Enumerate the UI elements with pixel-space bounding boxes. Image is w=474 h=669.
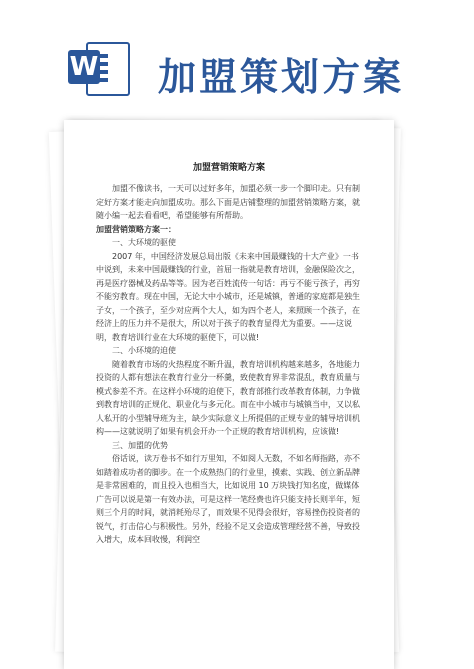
document-title: 加盟营销策略方案 <box>192 163 265 173</box>
paragraph: 随着教育市场的火热程度不断升温，教育培训机构越来越多，各地能力投资的人都有想法在教育行业分一杯羹，致使教育界非常混乱，教育质量与模式参差不齐。在这样小环境的迫使下，教育部推行改革教育体制，力争做到教育培训的正规化、职业化与多元化。而在中小城市与城镇当中，又以私人私开的小型辅导班为主，缺少实际意义上所提倡的正规专业的辅导培训机构——这就说明了如果有机会开办一个正规的教育培训机构，应该做! <box>96 359 360 436</box>
paragraph: 加盟不像读书，一天可以过好多年，加盟必须一步一个脚印走。只有制定好方案才能走向加盟成功。那么下面是店铺整理的加盟营销策略方案，就随小编一起去看看吧，希望能够有所帮助。 <box>96 184 360 220</box>
banner-title: 加盟策划方案 <box>158 54 405 99</box>
document-banner <box>0 0 474 112</box>
document-page <box>64 120 394 669</box>
paragraph: 一、大环境的驱使 <box>112 238 176 247</box>
paragraph: 三、加盟的优势 <box>112 440 168 450</box>
document-body <box>96 182 362 547</box>
paragraph: 二、小环境的迫使 <box>112 346 176 355</box>
paragraph: 2007 年，中国经济发展总局出版《未来中国最赚钱的十大产业》一书中说到，未来中国最赚钱的行业，首屈一指就是教育培训，金融保险次之，再是医疗器械及药品等等。因为老百姓流传一句话：再亏不能亏孩子，再穷不能穷教育。现在中国，无论大中小城市，还是城镇，普通的家庭都是独生子女，一个孩子，至少对应两个大人，如为四个老人，来照顾一个孩子，在经济上的压力并不是很大，所以对于孩子的教育显得尤为重要。——这说明，教育培训行业在大环境的驱使下，可以做! <box>96 251 360 342</box>
paragraph: 俗话说，读万卷书不如行万里知，不如阅人无数，不如名师指路，亦不如踏着成功者的脚步。在一个成熟热门的行业里，摸索、实践、创立新品牌是非常困难的，而且投入也相当大，比如说用 10 万块钱打知名度，做媒体广告可以说是第一有效办法，可是这样一笔经费也许只能支持长则半年，短则三个月的时间，就消耗殆尽了，而效果不见得会很好，容易挫伤投资者的锐气，打击信心与积极性。另外，经验不足又会造成管理经营不善，导致投入增大，成本回收慢，利润空 <box>96 454 360 544</box>
word-icon-letter: W <box>69 52 99 82</box>
word-icon <box>68 38 132 98</box>
section-heading: 加盟营销策略方案一： <box>96 224 176 234</box>
